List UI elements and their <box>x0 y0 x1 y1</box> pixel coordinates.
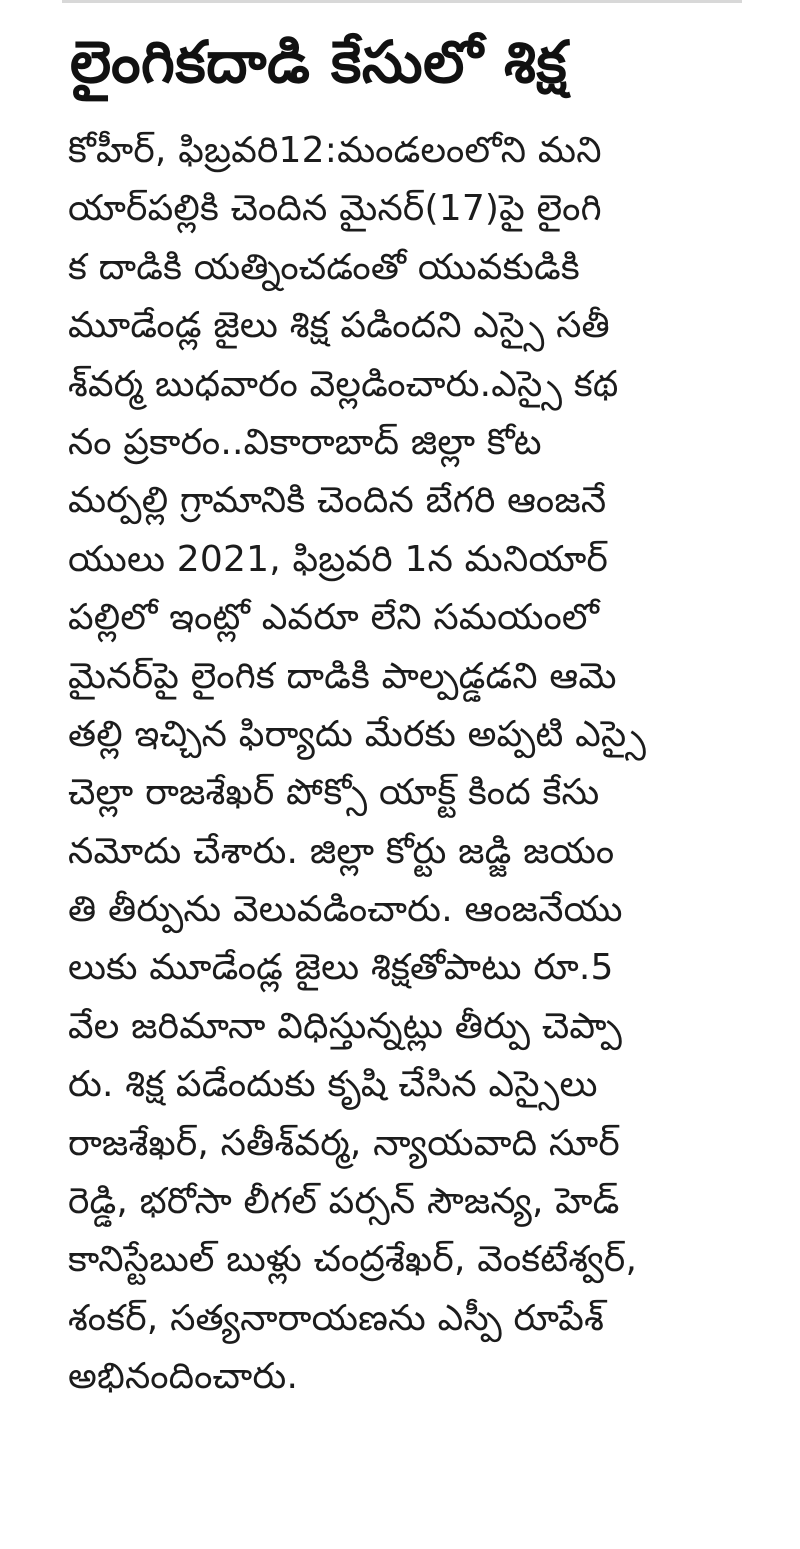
article-line: రాజశేఖర్, సతీశ్‌వర్మ, న్యాయవాది సూర్ <box>68 1122 620 1164</box>
article-line: రు. శిక్ష పడేందుకు కృషి చేసిన ఎస్సైలు <box>68 1064 598 1106</box>
top-rule <box>62 0 742 3</box>
article-line: పల్లిలో ఇంట్లో ఎవరూ లేని సమయంలో <box>68 597 600 639</box>
article-line: కానిస్టేబుల్ బుళ్లు చంద్రశేఖర్, వెంకటేశ్వర్, <box>68 1239 638 1281</box>
article-line: మైనర్‌పై లైంగిక దాడికి పాల్పడ్డడని ఆమె <box>68 655 617 697</box>
article-line: శ్‌వర్మ బుధవారం వెల్లడించారు.ఎస్సై కథ <box>68 363 619 405</box>
article-line: నమోదు చేశారు. జిల్లా కోర్టు జడ్జి జయం <box>68 830 615 872</box>
article-body <box>68 122 758 1407</box>
article-line: తి తీర్పును వెలువడించారు. ఆంజనేయు <box>68 889 623 931</box>
article-line: కోహీర్, ఫిబ్రవరి12:మండలంలోని మని <box>68 130 602 171</box>
article-line: చెల్లా రాజశేఖర్ పోక్సో యాక్ట్ కింద కేసు <box>68 772 600 814</box>
article-line: లుకు మూడేండ్ల జైలు శిక్షతోపాటు రూ.5 <box>68 947 614 989</box>
article-line: శంకర్, సత్యనారాయణను ఎస్పీ రూపేశ్ <box>68 1297 605 1339</box>
article-line: క దాడికి యత్నించడంతో యువకుడికి <box>68 246 580 288</box>
article-line: మూడేండ్ల జైలు శిక్ష పడిందని ఎస్సై సతీ <box>68 305 610 347</box>
headline: లైంగికదాడి కేసులో శిక్ష <box>70 28 568 96</box>
article-line: అభినందించారు. <box>68 1356 299 1398</box>
article-line: తల్లి ఇచ్చిన ఫిర్యాదు మేరకు అప్పటి ఎస్సై <box>68 713 647 755</box>
article-line: నం ప్రకారం..వికారాబాద్ జిల్లా కోట <box>68 421 542 463</box>
article-line: యార్‌పల్లికి చెందిన మైనర్(17)పై లైంగి <box>68 188 602 230</box>
article-line: రెడ్డి, భరోసా లీగల్ పర్సన్ సౌజన్య, హెడ్ <box>68 1181 620 1223</box>
article-line: మర్పల్లి గ్రామానికి చెందిన బేగరి ఆంజనే <box>68 480 607 522</box>
article-line: యులు 2021, ఫిబ్రవరి 1న మనియార్ <box>68 538 609 580</box>
article-line: వేల జరిమానా విధిస్తున్నట్లు తీర్పు చెప్పా <box>68 1005 623 1047</box>
